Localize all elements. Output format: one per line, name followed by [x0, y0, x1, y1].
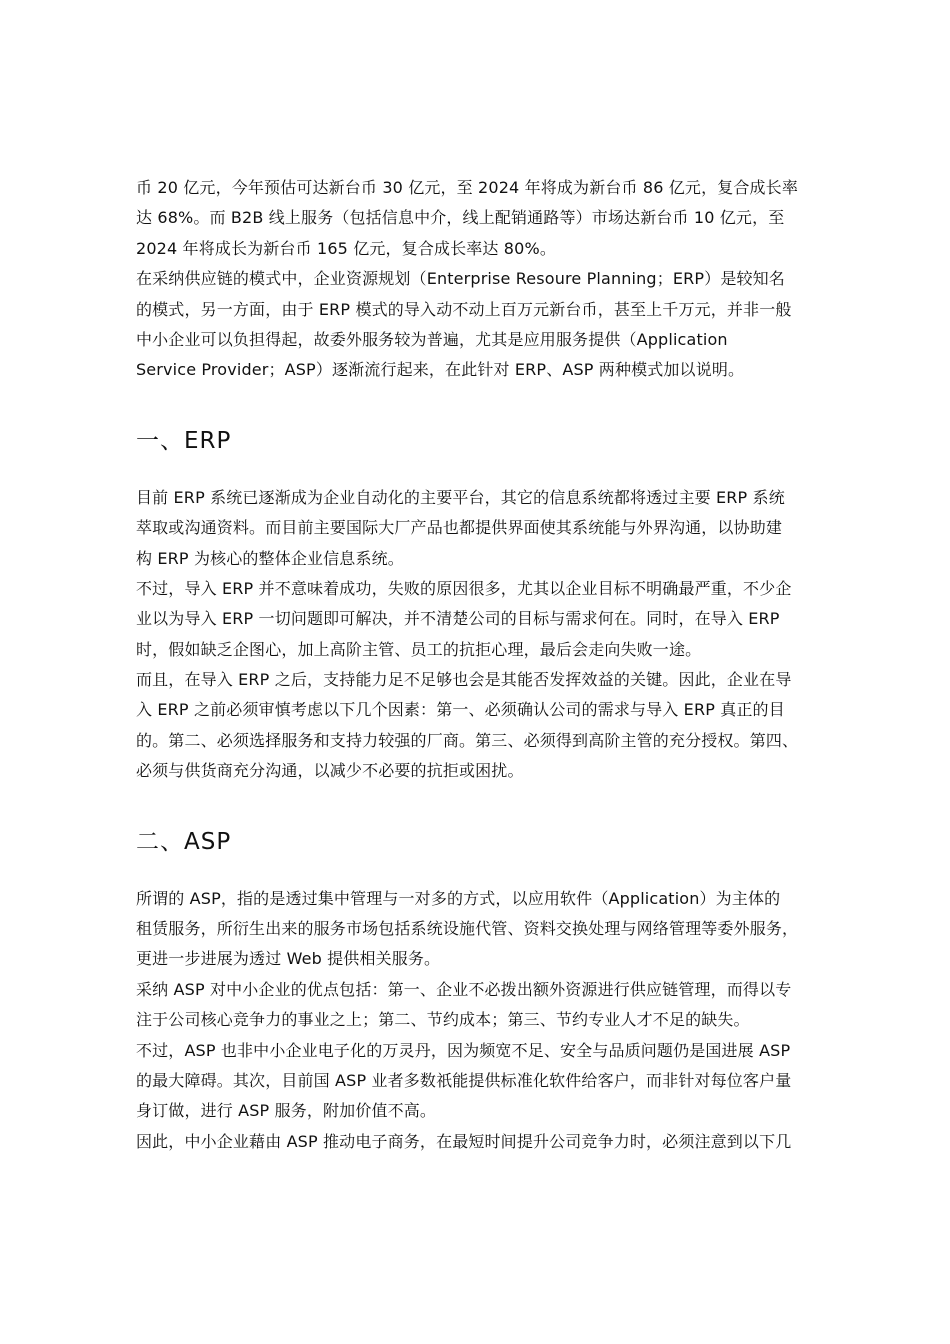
- text-line: 业以为导入 ERP 一切问题即可解决，并不清楚公司的目标与需求何在。同时，在导入 ERP: [136, 609, 780, 629]
- erp-paragraph-2: [136, 574, 826, 665]
- text-line: 因此，中小企业藉由 ASP 推动电子商务，在最短时间提升公司竞争力时，必须注意到以下几: [136, 1131, 792, 1151]
- text-line: 所谓的 ASP，指的是透过集中管理与一对多的方式，以应用软件（Application）为主体的: [136, 888, 781, 908]
- text-line: 币 20 亿元，今年预估可达新台币 30 亿元，至 2024 年将成为新台币 86 亿元，复合成长率: [136, 178, 798, 197]
- text-line: 的模式，另一方面，由于 ERP 模式的导入动不动上百万元新台币，甚至上千万元，并非一般: [136, 299, 792, 319]
- erp-paragraph-3: [136, 665, 826, 787]
- text-line: 萃取或沟通资料。而目前主要国际大厂产品也都提供界面使其系统能与外界沟通，以协助建: [136, 518, 783, 538]
- section-heading-asp: 二、ASP: [136, 828, 232, 855]
- text-line: 必须与供货商充分沟通，以减少不必要的抗拒或困扰。: [136, 761, 524, 781]
- text-line: 身订做，进行 ASP 服务，附加价值不高。: [136, 1101, 437, 1121]
- text-line: 目前 ERP 系统已逐渐成为企业自动化的主要平台，其它的信息系统都将透过主要 ERP 系统: [136, 487, 785, 507]
- asp-paragraph-3: [136, 1036, 826, 1127]
- text-line: 2024 年将成长为新台币 165 亿元，复合成长率达 80%。: [136, 238, 556, 258]
- asp-paragraph-4: [136, 1127, 826, 1157]
- section-heading-erp: 一、ERP: [136, 427, 232, 454]
- text-line: 在采纳供应链的模式中，企业资源规划（Enterprise Resoure Planning；ERP）是较知名: [136, 269, 785, 289]
- text-line: 而且，在导入 ERP 之后，支持能力足不足够也会是其能否发挥效益的关键。因此，企业在导: [136, 670, 792, 690]
- text-line: 不过，导入 ERP 并不意味着成功，失败的原因很多，尤其以企业目标不明确最严重，不少企: [136, 578, 792, 598]
- text-line: 的。第二、必须选择服务和支持力较强的厂商。第三、必须得到高阶主管的充分授权。第四、: [136, 730, 799, 750]
- text-line: 的最大障碍。其次，目前国 ASP 业者多数祇能提供标准化软件给客户，而非针对每位客户量: [136, 1070, 792, 1090]
- document-body: [136, 173, 826, 1157]
- text-line: 入 ERP 之前必须审慎考虑以下几个因素：第一、必须确认公司的需求与导入 ERP 真正的目: [136, 700, 785, 720]
- asp-paragraph-1: [136, 884, 826, 975]
- text-line: 不过，ASP 也非中小企业电子化的万灵丹，因为频宽不足、安全与品质问题仍是国进展 ASP: [136, 1040, 791, 1060]
- text-line: 采纳 ASP 对中小企业的优点包括：第一、企业不必拨出额外资源进行供应链管理，而得以专: [136, 979, 792, 999]
- asp-paragraph-2: [136, 975, 826, 1036]
- erp-paragraph-1: [136, 483, 826, 574]
- text-line: 注于公司核心竞争力的事业之上；第二、节约成本；第三、节约专业人才不足的缺失。: [136, 1010, 750, 1030]
- text-line: 时，假如缺乏企图心，加上高阶主管、员工的抗拒心理，最后会走向失败一途。: [136, 639, 702, 659]
- text-line: 更进一步进展为透过 Web 提供相关服务。: [136, 949, 441, 969]
- text-line: 中小企业可以负担得起，故委外服务较为普遍，尤其是应用服务提供（Application: [136, 329, 728, 349]
- text-line: 达 68%。而 B2B 线上服务（包括信息中介，线上配销通路等）市场达新台币 10 亿元，至: [136, 208, 785, 228]
- text-line: 构 ERP 为核心的整体企业信息系统。: [136, 548, 404, 568]
- text-line: Service Provider；ASP）逐渐流行起来，在此针对 ERP、ASP 两种模式加以说明。: [136, 360, 745, 380]
- intro-paragraph-1: [136, 173, 826, 264]
- intro-paragraph-2: [136, 264, 826, 386]
- text-line: 租赁服务，所衍生出来的服务市场包括系统设施代管、资料交换处理与网络管理等委外服务，: [136, 919, 799, 939]
